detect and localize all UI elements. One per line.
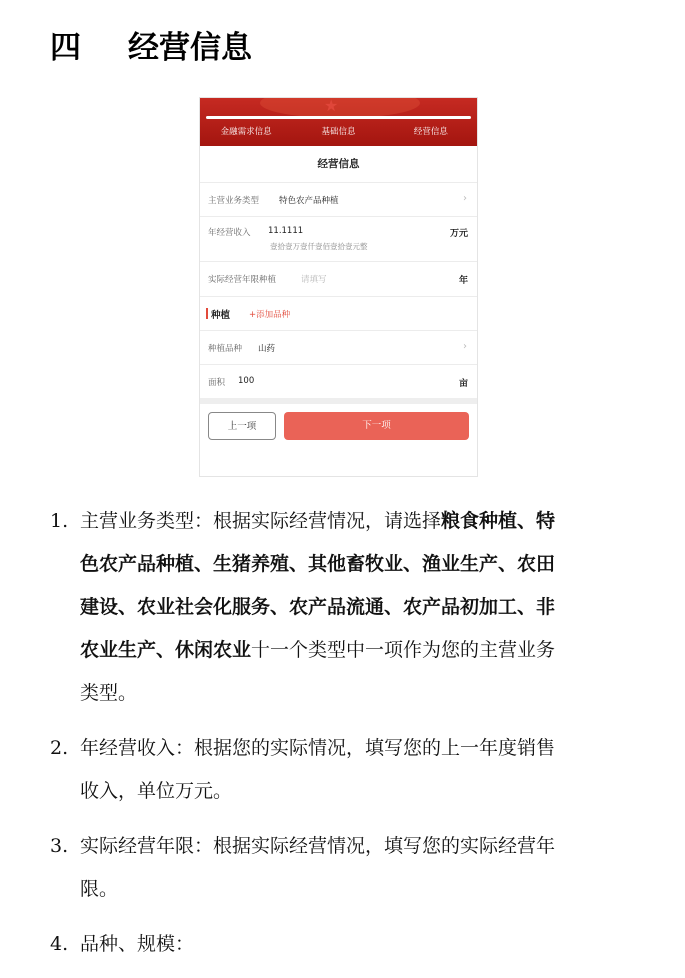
list-number: 2.: [50, 737, 69, 759]
area-row[interactable]: [200, 364, 477, 398]
separator-band: [200, 398, 477, 404]
planting-row: [200, 296, 477, 330]
list-number: 4.: [50, 933, 69, 955]
planting-label: 种植: [211, 310, 231, 321]
form-card: [200, 146, 477, 476]
instruction-list: [50, 500, 640, 978]
years-label: 实际经营年限种植: [208, 275, 277, 285]
business-type-value: 特色农产品种植: [279, 196, 339, 206]
variety-value: 山药: [258, 344, 276, 354]
annual-income-row[interactable]: [200, 216, 477, 261]
section-title: 经营信息: [128, 30, 252, 66]
section-number: 四: [50, 30, 81, 66]
phone-header: [200, 98, 477, 146]
list-number: 3.: [50, 835, 69, 857]
card-title: 经营信息: [317, 158, 360, 170]
item3-text-line2: 限。: [80, 878, 119, 900]
star-icon: ★: [324, 98, 339, 115]
tab-basic[interactable]: 基础信息: [321, 127, 356, 137]
years-unit: 年: [458, 276, 468, 286]
area-value: 100: [238, 376, 255, 386]
step-progress-bar: [206, 116, 471, 119]
chevron-right-icon: ›: [463, 341, 467, 352]
item1-text: 主营业务类型：根据实际经营情况，请选择: [80, 510, 442, 532]
step-tabs: [200, 124, 477, 140]
business-type-label: 主营业务类型: [208, 196, 260, 206]
item4-text: 品种、规模：: [80, 933, 195, 955]
annual-income-unit: 万元: [449, 229, 468, 239]
item2-text-line2: 收入，单位万元。: [80, 780, 233, 802]
section-heading: [50, 22, 252, 67]
area-unit: 亩: [458, 379, 468, 389]
variety-row[interactable]: [200, 330, 477, 364]
phone-screenshot: [200, 98, 477, 476]
item1-text-line4: 十一个类型中一项作为您的主营业务: [251, 639, 556, 661]
header-glow: [260, 98, 420, 118]
years-input-placeholder[interactable]: 请填写: [301, 275, 327, 285]
chevron-right-icon: ›: [463, 193, 467, 204]
list-number: 1.: [50, 510, 69, 532]
variety-label: 种植品种: [208, 344, 243, 354]
planting-marker: [206, 308, 208, 319]
add-variety-button[interactable]: +添加品种: [249, 310, 291, 320]
item1-bold-line3: 建设、农业社会化服务、农产品流通、农产品初加工、非: [80, 596, 556, 618]
prev-button[interactable]: 上一项: [208, 412, 276, 440]
item1-bold-line2: 色农产品种植、生猪养殖、其他畜牧业、渔业生产、农田: [80, 553, 556, 575]
tab-finance[interactable]: 金融需求信息: [220, 127, 272, 137]
item1-text-line5: 类型。: [80, 682, 138, 704]
list-item-3: [50, 825, 640, 911]
next-button[interactable]: 下一项: [284, 412, 469, 440]
business-type-row[interactable]: [200, 182, 477, 216]
years-row[interactable]: [200, 261, 477, 296]
item2-text: 年经营收入：根据您的实际情况，填写您的上一年度销售: [80, 737, 556, 759]
annual-income-uppercase: 壹拾壹万壹仟壹佰壹拾壹元整: [270, 242, 368, 251]
tab-business[interactable]: 经营信息: [413, 127, 448, 137]
annual-income-label: 年经营收入: [208, 228, 251, 238]
item3-text: 实际经营年限：根据实际经营情况，填写您的实际经营年: [80, 835, 556, 857]
list-item-2: [50, 727, 640, 813]
item1-bold-line4: 农业生产、休闲农业: [80, 639, 252, 661]
item1-bold: 粮食种植、特: [441, 510, 556, 532]
area-label: 面积: [208, 378, 226, 388]
annual-income-value: 11.1111: [268, 226, 304, 236]
list-item-1: [50, 500, 640, 715]
list-item-4: [50, 923, 640, 966]
